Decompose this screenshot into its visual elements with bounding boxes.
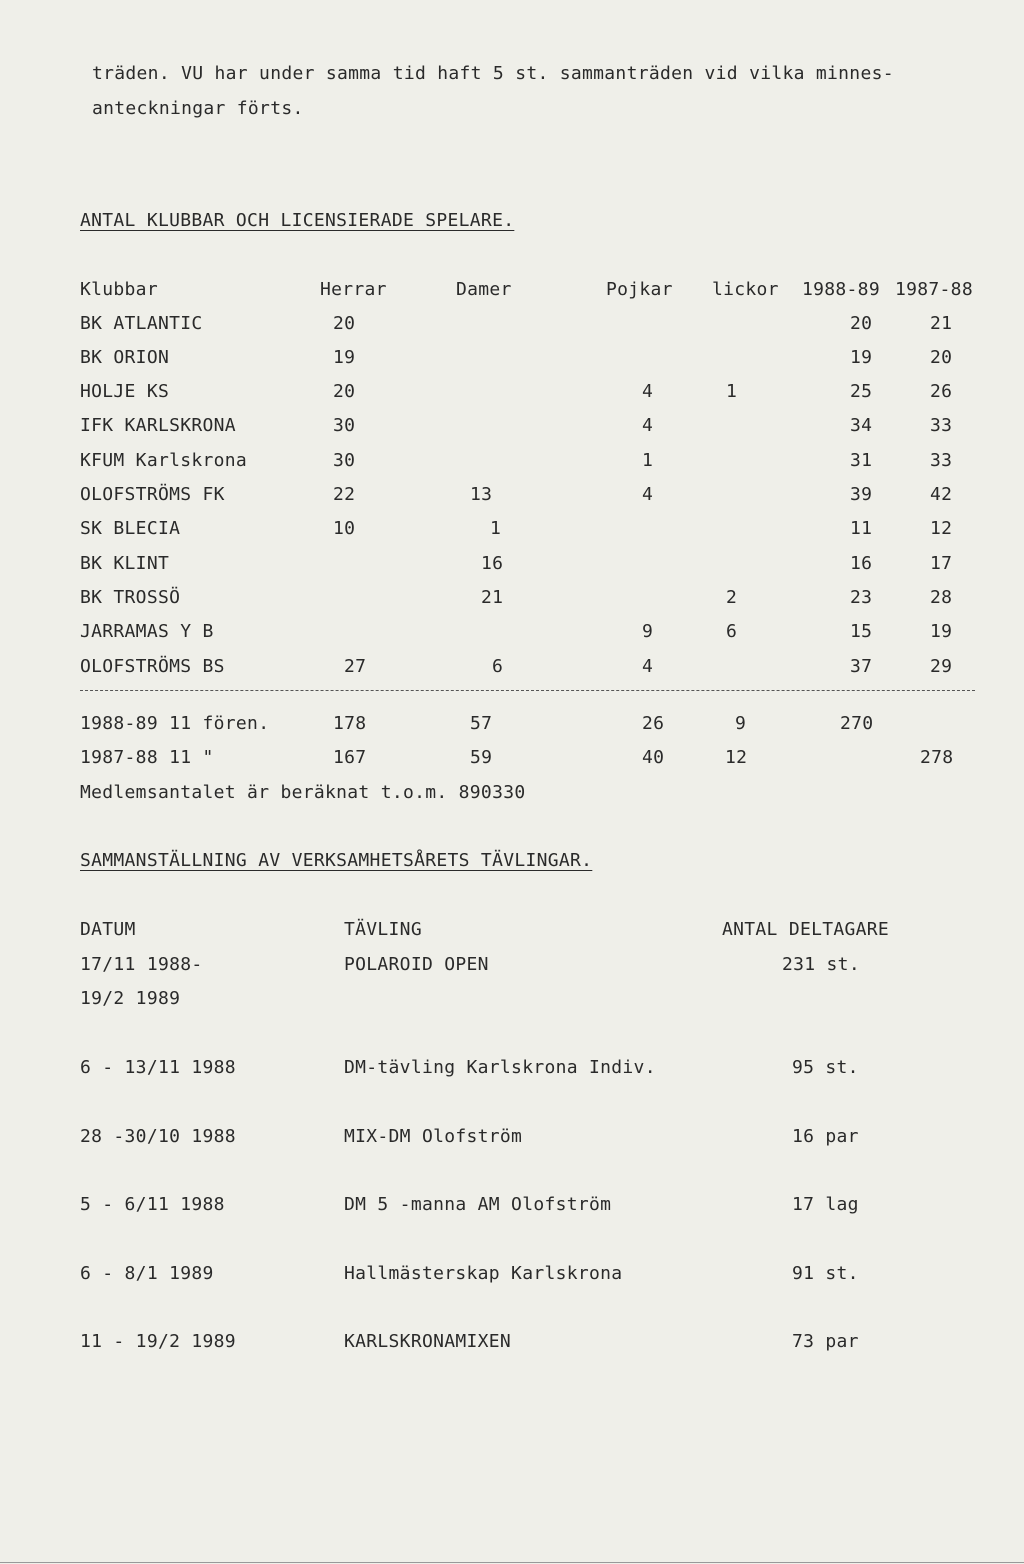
lickor-value: 2 (726, 587, 738, 608)
header-antal-deltagare: ANTAL DELTAGARE (722, 919, 890, 940)
total-1987-88: 19 (930, 621, 953, 642)
herrar-value: 10 (333, 518, 356, 539)
header-herrar: Herrar (320, 279, 387, 300)
competition-name: Hallmästerskap Karlskrona (344, 1263, 623, 1284)
competition-date: 5 - 6/11 1988 (80, 1194, 225, 1215)
club-name: BK TROSSÖ (80, 587, 181, 608)
herrar-value: 20 (333, 381, 356, 402)
damer-value: 1 (490, 518, 502, 539)
competition-name: KARLSKRONAMIXEN (344, 1331, 512, 1352)
total-1988-89: 15 (850, 621, 873, 642)
competition-date: 28 -30/10 1988 (80, 1126, 236, 1147)
total-1988-89: 23 (850, 587, 873, 608)
damer-value: 6 (492, 656, 504, 677)
competition-date: 6 - 13/11 1988 (80, 1057, 236, 1078)
total-1987-88: 26 (930, 381, 953, 402)
pojkar-value: 4 (642, 415, 654, 436)
total-1988-89: 19 (850, 347, 873, 368)
competition-count: 91 st. (792, 1263, 859, 1284)
table-divider (80, 690, 975, 691)
lickor-value: 6 (726, 621, 738, 642)
pojkar-value: 1 (642, 450, 654, 471)
club-name: BK ATLANTIC (80, 313, 203, 334)
totals-lickor: 12 (725, 747, 748, 768)
herrar-value: 30 (333, 415, 356, 436)
totals-pojkar: 26 (642, 713, 665, 734)
club-name: BK ORION (80, 347, 170, 368)
total-1988-89: 31 (850, 450, 873, 471)
herrar-value: 20 (333, 313, 356, 334)
competition-date: 17/11 1988- (80, 954, 203, 975)
totals-lickor: 9 (735, 713, 747, 734)
total-1987-88: 20 (930, 347, 953, 368)
herrar-value: 19 (333, 347, 356, 368)
page-bottom-edge (0, 1562, 1024, 1563)
total-1987-88: 17 (930, 553, 953, 574)
club-name: SK BLECIA (80, 518, 181, 539)
herrar-value: 22 (333, 484, 356, 505)
total-1987-88: 42 (930, 484, 953, 505)
competition-name: DM 5 -manna AM Olofström (344, 1194, 612, 1215)
total-1988-89: 37 (850, 656, 873, 677)
total-1987-88: 21 (930, 313, 953, 334)
totals-damer: 57 (470, 713, 493, 734)
club-name: KFUM Karlskrona (80, 450, 248, 471)
total-1988-89: 16 (850, 553, 873, 574)
total-1987-88: 33 (930, 450, 953, 471)
competition-count: 16 par (792, 1126, 859, 1147)
totals-1988-89: 270 (840, 713, 874, 734)
competition-count: 73 par (792, 1331, 859, 1352)
totals-label: 1987-88 11 " (80, 747, 214, 768)
club-name: OLOFSTRÖMS BS (80, 656, 225, 677)
total-1988-89: 11 (850, 518, 873, 539)
competition-count: 17 lag (792, 1194, 859, 1215)
totals-herrar: 178 (333, 713, 367, 734)
club-name: JARRAMAS Y B (80, 621, 214, 642)
header-klubbar: Klubbar (80, 279, 158, 300)
header-1987-88: 1987-88 (895, 279, 973, 300)
total-1988-89: 25 (850, 381, 873, 402)
totals-label: 1988-89 11 fören. (80, 713, 270, 734)
lickor-value: 1 (726, 381, 738, 402)
totals-1987-88: 278 (920, 747, 954, 768)
pojkar-value: 4 (642, 381, 654, 402)
intro-line-2: anteckningar förts. (92, 98, 304, 119)
totals-damer: 59 (470, 747, 493, 768)
pojkar-value: 4 (642, 656, 654, 677)
header-1988-89: 1988-89 (802, 279, 880, 300)
pojkar-value: 4 (642, 484, 654, 505)
competition-name: POLAROID OPEN (344, 954, 489, 975)
intro-line-1: träden. VU har under samma tid haft 5 st. sammanträden vid vilka minnes- (92, 63, 894, 84)
total-1988-89: 20 (850, 313, 873, 334)
header-lickor: lickor (712, 279, 779, 300)
club-name: OLOFSTRÖMS FK (80, 484, 225, 505)
total-1987-88: 29 (930, 656, 953, 677)
pojkar-value: 9 (642, 621, 654, 642)
totals-herrar: 167 (333, 747, 367, 768)
section-title-competitions: SAMMANSTÄLLNING AV VERKSAMHETSÅRETS TÄVLINGAR. (80, 850, 593, 871)
member-count-note: Medlemsantalet är beräknat t.o.m. 890330 (80, 782, 526, 803)
club-name: HOLJE KS (80, 381, 170, 402)
herrar-value: 30 (333, 450, 356, 471)
competition-date-end: 19/2 1989 (80, 988, 181, 1009)
damer-value: 16 (481, 553, 504, 574)
competition-name: DM-tävling Karlskrona Indiv. (344, 1057, 656, 1078)
club-name: BK KLINT (80, 553, 170, 574)
competition-name: MIX-DM Olofström (344, 1126, 523, 1147)
section-title-clubs: ANTAL KLUBBAR OCH LICENSIERADE SPELARE. (80, 210, 515, 231)
damer-value: 13 (470, 484, 493, 505)
total-1987-88: 12 (930, 518, 953, 539)
competition-date: 11 - 19/2 1989 (80, 1331, 236, 1352)
total-1988-89: 39 (850, 484, 873, 505)
herrar-value: 27 (344, 656, 367, 677)
competition-count: 231 st. (782, 954, 860, 975)
header-damer: Damer (456, 279, 512, 300)
total-1987-88: 28 (930, 587, 953, 608)
total-1987-88: 33 (930, 415, 953, 436)
header-tavling: TÄVLING (344, 919, 422, 940)
competition-count: 95 st. (792, 1057, 859, 1078)
totals-pojkar: 40 (642, 747, 665, 768)
header-datum: DATUM (80, 919, 136, 940)
damer-value: 21 (481, 587, 504, 608)
club-name: IFK KARLSKRONA (80, 415, 236, 436)
header-pojkar: Pojkar (606, 279, 673, 300)
competition-date: 6 - 8/1 1989 (80, 1263, 214, 1284)
total-1988-89: 34 (850, 415, 873, 436)
